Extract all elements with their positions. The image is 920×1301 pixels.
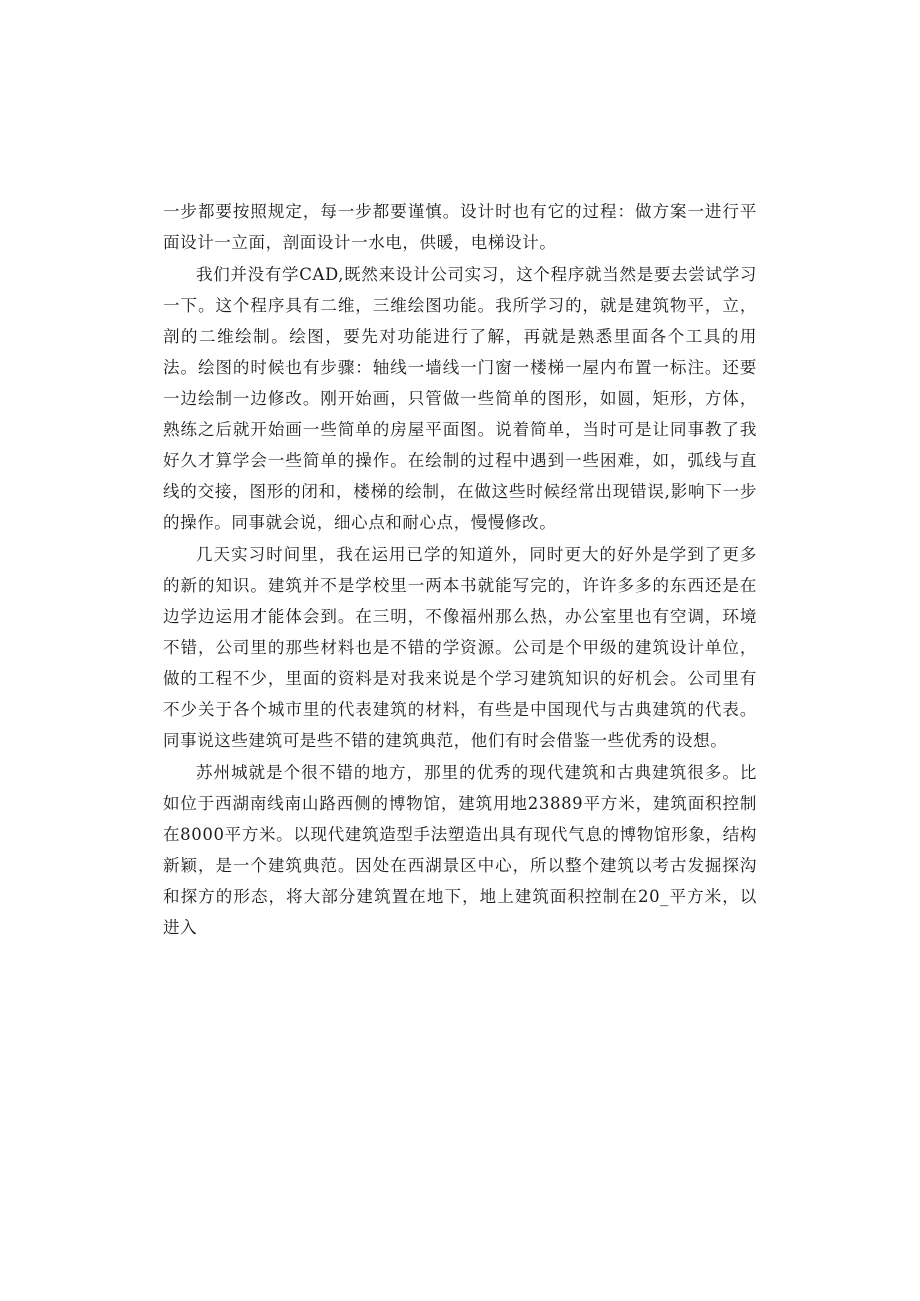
paragraph-4: 苏州城就是个很不错的地方，那里的优秀的现代建筑和古典建筑很多。比如位于西湖南线南山路西侧的博物馆，建筑用地23889平方米，建筑面积控制在8000平方米。以现代建筑造型手法塑造出具有现代气息的博物馆形象，结构新颖，是一个建筑典范。因处在西湖景区中心，所以整个建筑以考古发掘探沟和探方的形态，将大部分建筑置在地下，地上建筑面积控制在20_平方米，以进入	[163, 763, 757, 937]
paragraph-1: 一步都要按照规定，每一步都要谨慎。设计时也有它的过程：做方案一进行平面设计一立面，剖面设计一水电，供暖，电梯设计。	[163, 202, 757, 252]
document-body	[163, 196, 757, 944]
paragraph-2: 我们并没有学CAD,既然来设计公司实习，这个程序就当然是要去尝试学习一下。这个程序具有二维，三维绘图功能。我所学习的，就是建筑物平，立，剖的二维绘制。绘图，要先对功能进行了解，再就是熟悉里面各个工具的用法。绘图的时候也有步骤：轴线一墙线一门窗一楼梯一屋内布置一标注。还要一边绘制一边修改。刚开始画，只管做一些简单的图形，如圆，矩形，方体，熟练之后就开始画一些简单的房屋平面图。说着简单，当时可是让同事教了我好久才算学会一些简单的操作。在绘制的过程中遇到一些困难，如，弧线与直线的交接，图形的闭和，楼梯的绘制，在做这些时候经常出现错误,影响下一步的操作。同事就会说，细心点和耐心点，慢慢修改。	[163, 265, 757, 532]
paragraph-3: 几天实习时间里，我在运用已学的知道外，同时更大的好外是学到了更多的新的知识。建筑并不是学校里一两本书就能写完的，许许多多的东西还是在边学边运用才能体会到。在三明，不像福州那么热，办公室里也有空调，环境不错，公司里的那些材料也是不错的学资源。公司是个甲级的建筑设计单位，做的工程不少，里面的资料是对我来说是个学习建筑知识的好机会。公司里有不少关于各个城市里的代表建筑的材料，有些是中国现代与古典建筑的代表。同事说这些建筑可是些不错的建筑典范，他们有时会借鉴一些优秀的设想。	[163, 545, 757, 750]
